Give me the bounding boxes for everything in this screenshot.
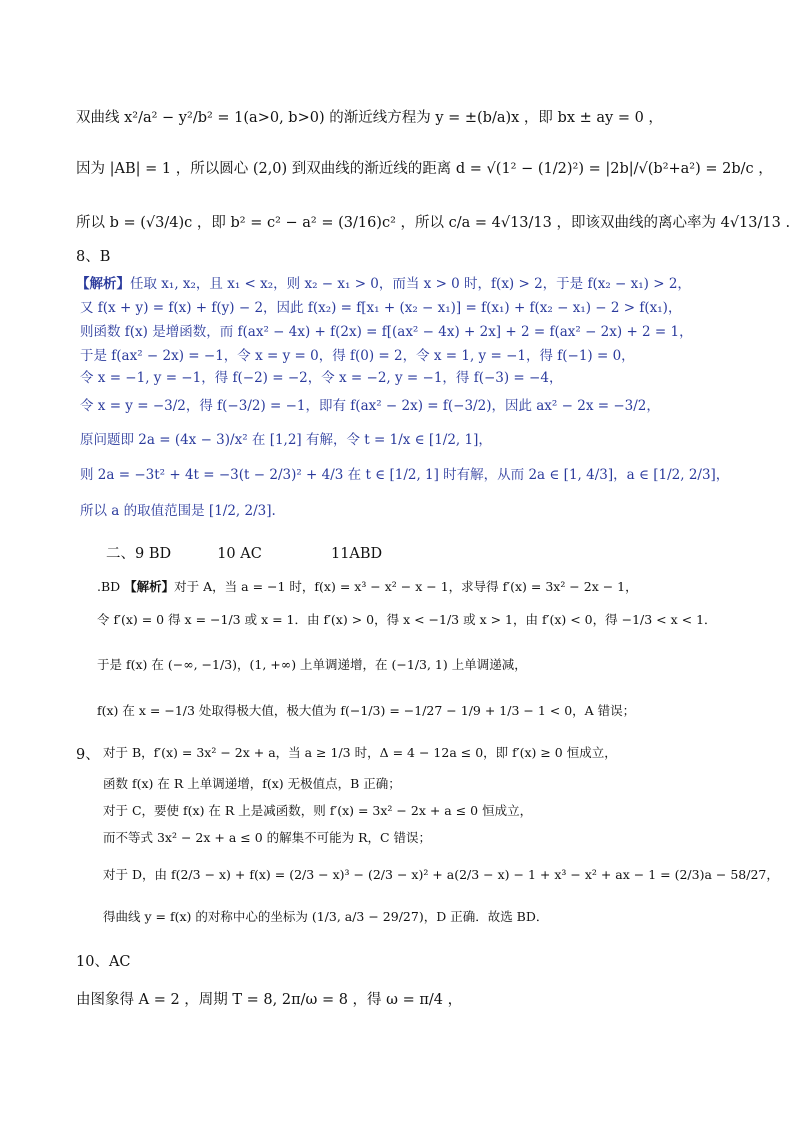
section-2-header: 二、9 BD 10 AC 11ABD [106,546,383,562]
answer-9-prefix: .BD [97,579,125,594]
answer-9-line-6: 函数 f(x) 在 R 上单调递增，f(x) 无极值点，B 正确； [103,776,401,791]
answer-9-number: 9、 [76,747,100,763]
answer-9-line-7: 对于 C，要使 f(x) 在 R 上是减函数，则 f′(x) = 3x² − 2x + a ≤ 0 恒成立， [103,803,533,818]
answer-9-text: 对于 A，当 a = −1 时，f(x) = x³ − x² − x − 1，求导得 f′(x) = 3x² − 2x − 1， [174,579,638,594]
answer-8-header: 8、B [76,249,111,265]
analysis-label-9: 【解析】 [124,579,175,594]
answer-8-line-5: 令 x = −1, y = −1，得 f(−2) = −2，令 x = −2, y = −1，得 f(−3) = −4， [80,370,563,386]
answer-8-line-3: 则函数 f(x) 是增函数，而 f(ax² − 4x) + f(2x) = f[(ax² − 4x) + 2x] + 2 = f(ax² − 2x) + 2 = 1， [80,324,693,340]
sol7-line-3: 所以 b = (√3/4)c ，即 b² = c² − a² = (3/16)c² ，所以 c/a = 4√13/13 ，即该双曲线的离心率为 4√13/13 . [76,215,791,231]
answer-9-line-10: 得曲线 y = f(x) 的对称中心的坐标为 (1/3, a/3 − 29/27)，D 正确．故选 BD． [103,909,549,924]
answer-9-line-9: 对于 D，由 f(2/3 − x) + f(x) = (2/3 − x)³ − (2/3 − x)² + a(2/3 − x) − 1 + x³ − x² + ax − 1 = (2/3)a − 58/27， [103,867,779,882]
answer-8-line-7: 原问题即 2a = (4x − 3)/x² 在 [1,2] 有解，令 t = 1/x ∈ [1/2, 1]， [80,432,492,448]
sol7-line-2: 因为 |AB| = 1 ，所以圆心 (2,0) 到双曲线的渐近线的距离 d = √(1² − (1/2)²) = |2b|/√(b²+a²) = 2b/c ， [76,161,773,177]
answer-9-line-8: 而不等式 3x² − 2x + a ≤ 0 的解集不可能为 R，C 错误； [103,830,432,845]
answer-9-line-1 [97,577,638,595]
answer-9-line-3: 于是 f(x) 在 (−∞, −1/3)，(1, +∞) 上单调递增，在 (−1/3, 1) 上单调递减， [97,657,527,672]
answer-9-line-2: 令 f′(x) = 0 得 x = −1/3 或 x = 1．由 f′(x) > 0，得 x < −1/3 或 x > 1，由 f′(x) < 0，得 −1/3 < x < 1． [97,612,717,627]
answer-8-line-6: 令 x = y = −3/2，得 f(−3/2) = −1，即有 f(ax² − 2x) = f(−3/2)，因此 ax² − 2x = −3/2， [80,398,660,414]
answer-9-line-4: f(x) 在 x = −1/3 处取得极大值，极大值为 f(−1/3) = −1/27 − 1/9 + 1/3 − 1 < 0，A 错误； [97,703,636,718]
answer-8-text: 任取 x₁, x₂，且 x₁ < x₂，则 x₂ − x₁ > 0，而当 x > 0 时，f(x) > 2，于是 f(x₂ − x₁) > 2， [130,276,691,292]
answer-8-line-8: 则 2a = −3t² + 4t = −3(t − 2/3)² + 4/3 在 t ∈ [1/2, 1] 时有解，从而 2a ∈ [1, 4/3]，a ∈ [1/2, 2/3]， [80,467,730,483]
answer-9-line-5: 对于 B，f′(x) = 3x² − 2x + a，当 a ≥ 1/3 时，Δ = 4 − 12a ≤ 0，即 f′(x) ≥ 0 恒成立， [103,745,617,760]
answer-8-line-4: 于是 f(ax² − 2x) = −1，令 x = y = 0，得 f(0) = 2，令 x = 1, y = −1，得 f(−1) = 0， [80,348,635,364]
answer-10-header: 10、AC [76,954,131,970]
answer-10-line-1: 由图象得 A = 2 ，周期 T = 8, 2π/ω = 8 ，得 ω = π/4 ， [76,992,463,1008]
answer-8-line-1 [76,272,691,292]
sol7-line-1: 双曲线 x²/a² − y²/b² = 1(a>0, b>0) 的渐近线方程为 y = ±(b/a)x ，即 bx ± ay = 0 ， [76,110,663,126]
answer-8-line-2: 又 f(x + y) = f(x) + f(y) − 2，因此 f(x₂) = f[x₁ + (x₂ − x₁)] = f(x₁) + f(x₂ − x₁) − 2 > f(x₁)， [80,300,682,316]
analysis-label: 【解析】 [76,276,130,292]
answer-8-line-9: 所以 a 的取值范围是 [1/2, 2/3]. [80,503,276,519]
